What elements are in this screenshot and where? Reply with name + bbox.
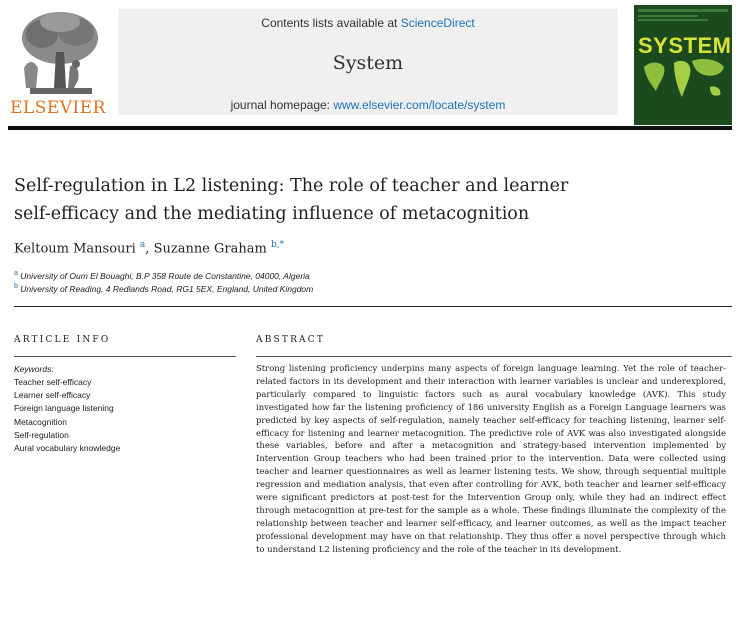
elsevier-wordmark: ELSEVIER [10, 98, 106, 118]
journal-banner [118, 9, 618, 115]
header-divider [8, 126, 732, 130]
divider [256, 356, 732, 357]
author-name[interactable]: Suzanne Graham [153, 241, 267, 257]
world-map-icon [634, 5, 732, 125]
keyword-item: Self-regulation [14, 429, 69, 440]
author-affil-marker[interactable]: b,* [270, 240, 285, 250]
homepage-line [118, 98, 618, 112]
keyword-item: Aural vocabulary knowledge [14, 443, 121, 454]
author-name[interactable]: Keltoum Mansouri [14, 241, 136, 257]
elsevier-logo[interactable] [8, 8, 108, 120]
author-list [14, 240, 284, 256]
title-line-1: Self-regulation in L2 listening: The role of teacher and learner [14, 176, 569, 196]
author-separator: , [145, 241, 154, 257]
affiliation-text: University of Oum El Bouaghi, B.P 358 Route de Constantine, 04000, Algeria [20, 270, 310, 281]
keyword-item: Foreign language listening [14, 403, 114, 414]
keyword-list [14, 376, 120, 455]
homepage-link[interactable]: www.elsevier.com/locate/system [333, 98, 506, 112]
keyword-item: Metacognition [14, 416, 67, 427]
journal-cover[interactable] [634, 5, 732, 125]
contents-line [118, 16, 618, 30]
homepage-prefix: journal homepage: [230, 98, 334, 112]
affiliation-label: b [14, 283, 18, 290]
abstract-body: Strong listening proficiency underpins many aspects of foreign language learning. Yet the role of teacher-related factors in its development and their interaction with learner variables is unclear and underexplored, particularly compared to linguistic factors such as aural vocabulary knowledge (AVK). This study investigated how far the listening proficiency of 186 university English as a Foreign Language learners was predicted by key aspects of self-regulation, namely teacher self-efficacy for teaching listening, learner self-efficacy for listening and learner metacognition. The predictive role of AVK was also investigated alongside these variables, before and after a metacognition and strategy-based intervention implemented by Intervention Group teachers who had been trained prior to the intervention. Data were collected using teacher and learner questionnaires as well as learner listening tests. We show, through sequential multiple regression and mediation analysis, that even after controlling for AVK, both teacher and learner self-efficacy were significant predictors at post-test for the Intervention Group only, while they had an indirect effect through metacognition at pre-test for the sample as a whole. These findings illuminate the complexity of the relationship between teacher and learner self-efficacy, and learner outcomes, as well as the impact teacher professional development may have on that relationship. They thus offer a novel perspective through which to understand L2 listening proficiency and the role of the teacher in its development. [256, 363, 726, 554]
keyword-item: Learner self-efficacy [14, 390, 91, 401]
sciencedirect-link[interactable]: ScienceDirect [400, 16, 475, 30]
cover-title: SYSTEM [638, 33, 732, 58]
title-line-2: self-efficacy and the mediating influence of metacognition [14, 204, 530, 224]
abstract-heading: ABSTRACT [256, 335, 326, 345]
article-title [14, 172, 694, 228]
contents-prefix: Contents lists available at [261, 16, 401, 30]
affiliation-text: University of Reading, 4 Redlands Road, RG1 5EX, England, United Kingdom [20, 283, 314, 294]
author-affil-marker[interactable]: a [139, 240, 146, 250]
divider [14, 306, 732, 307]
affiliation-a [14, 270, 310, 281]
elsevier-tree-icon [10, 8, 106, 96]
journal-name: System [332, 52, 404, 74]
affiliation-label: a [14, 270, 18, 277]
article-info-heading: ARTICLE INFO [14, 335, 111, 345]
keywords-label: Keywords: [14, 364, 54, 374]
keyword-item: Teacher self-efficacy [14, 377, 92, 387]
affiliation-b [14, 283, 313, 294]
divider [14, 356, 236, 357]
